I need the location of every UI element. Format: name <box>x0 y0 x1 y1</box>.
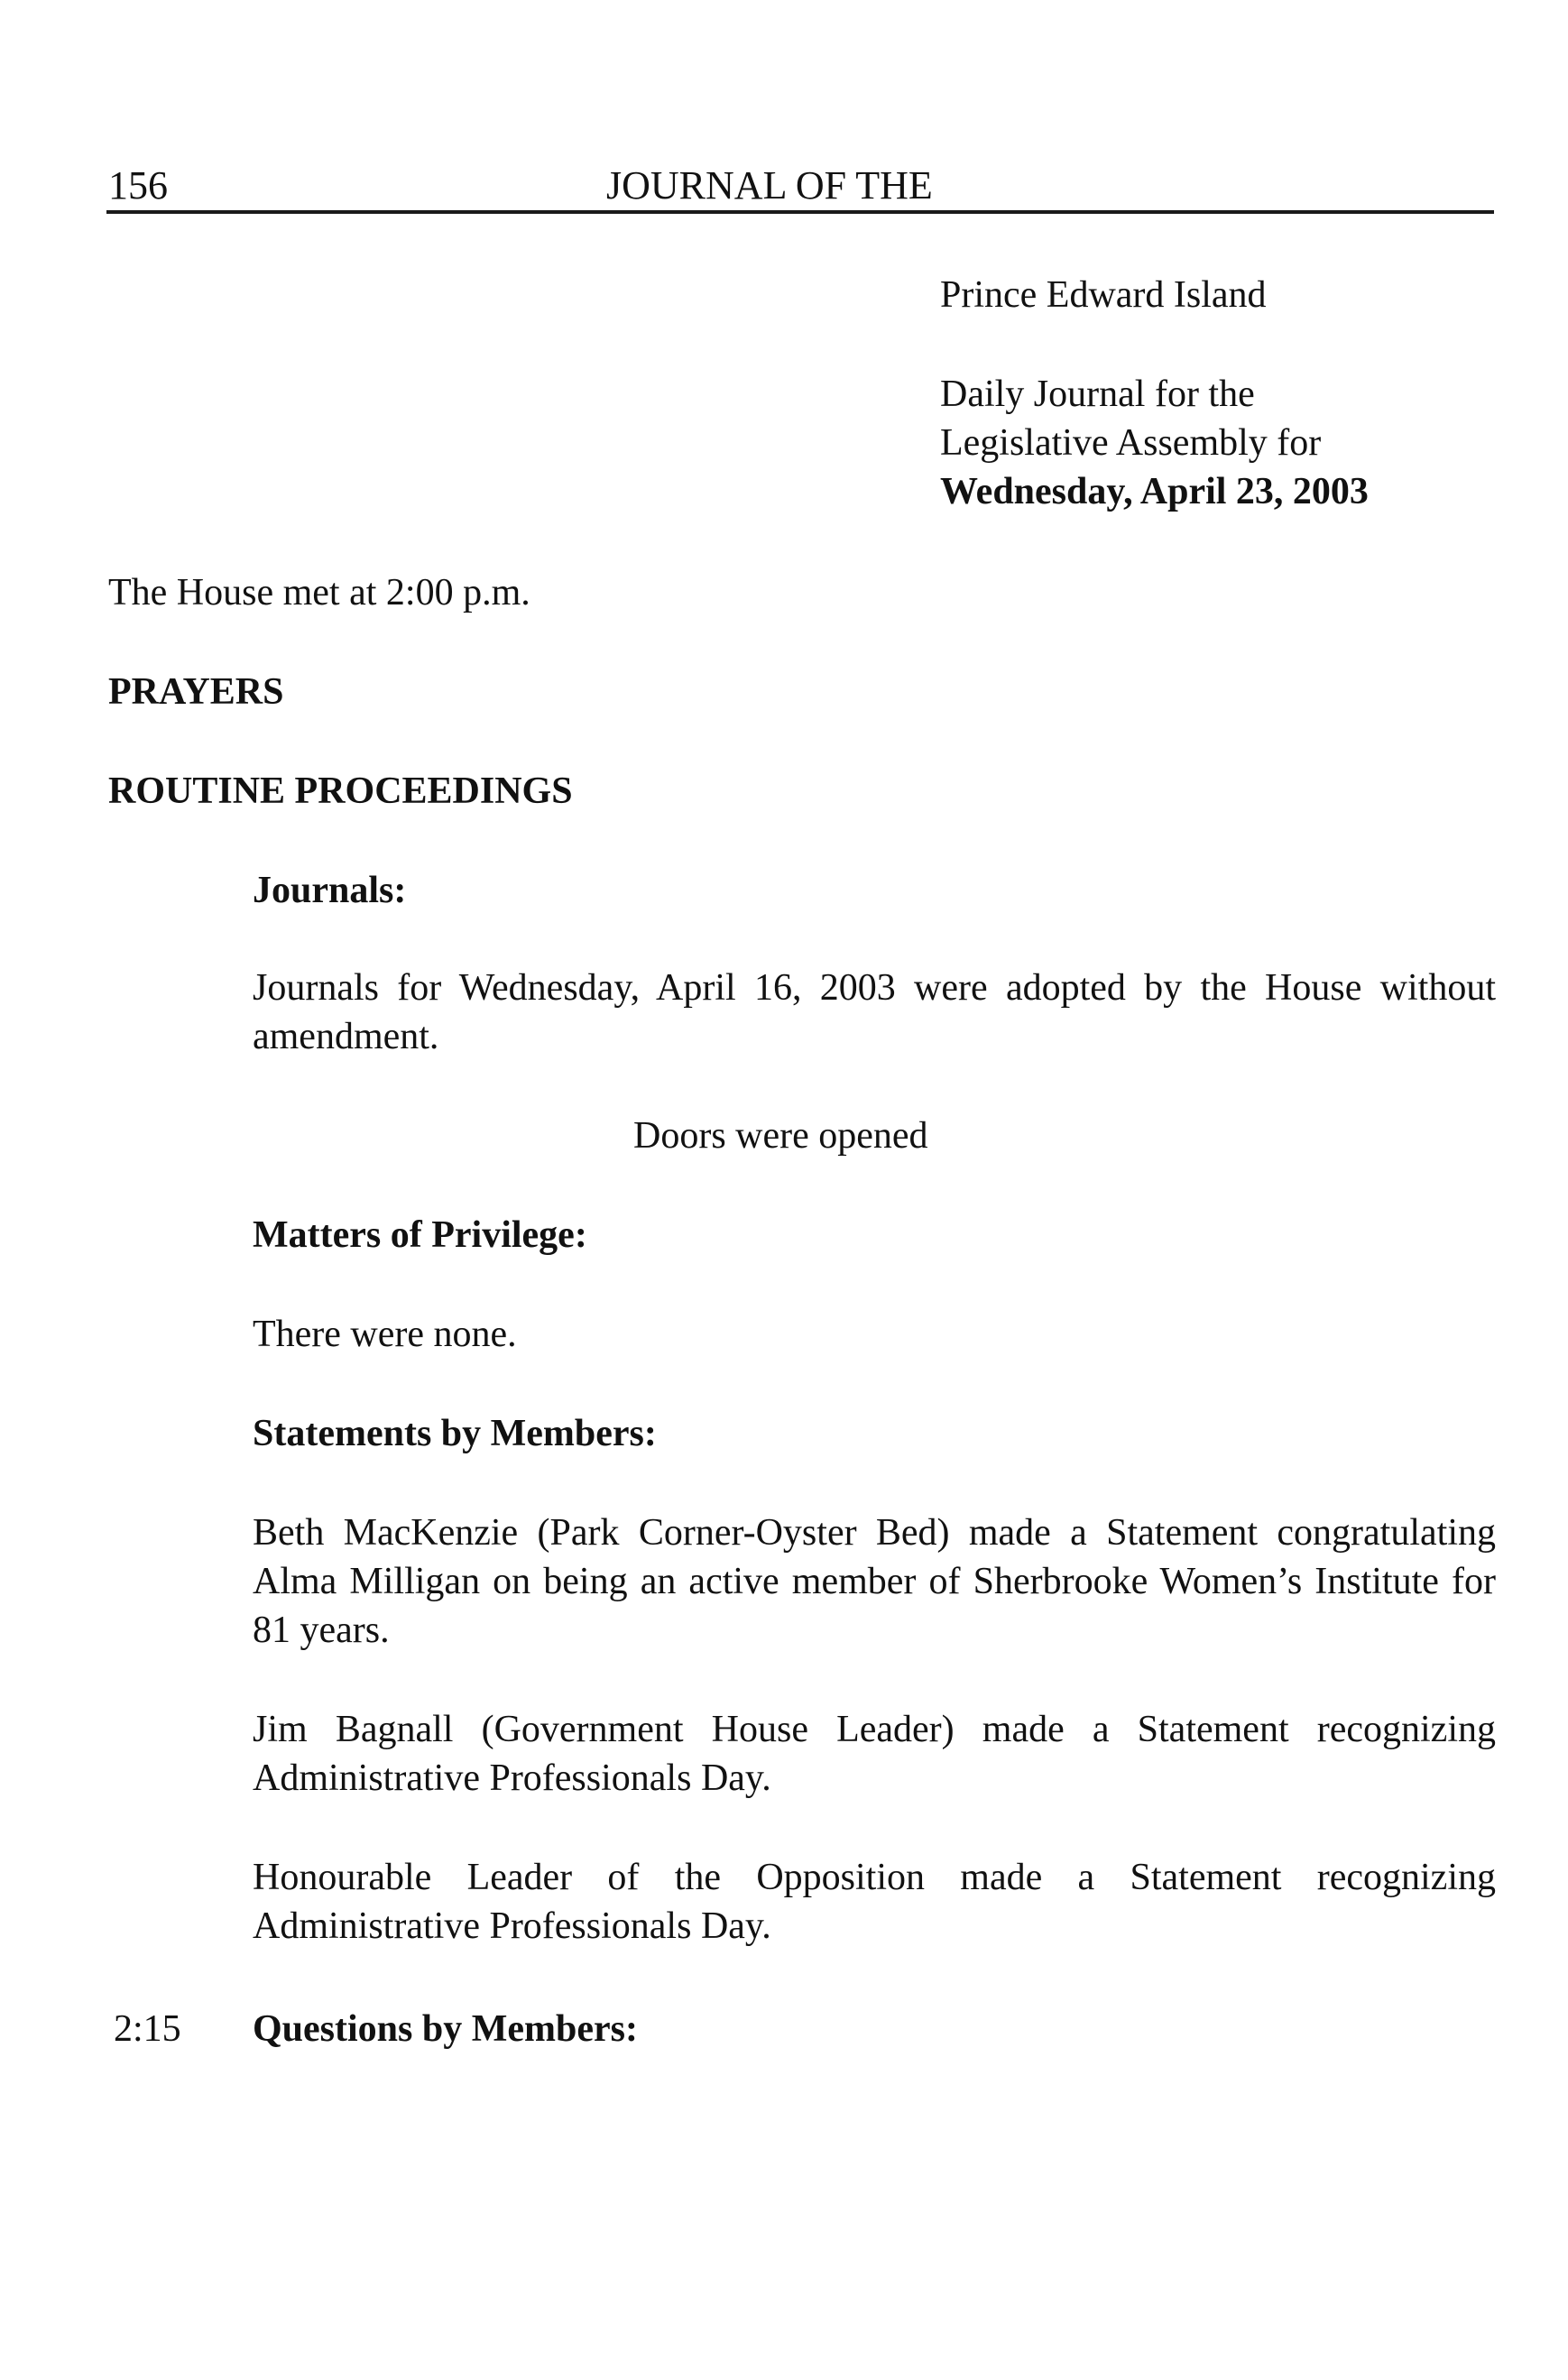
routine-proceedings-heading: ROUTINE PROCEEDINGS <box>108 770 573 812</box>
statement-paragraph: Jim Bagnall (Government House Leader) made a Statement recognizing Administrative Professionals Day. <box>253 1709 1496 1799</box>
journals-paragraph: Journals for Wednesday, April 16, 2003 were adopted by the House without amendment. <box>253 967 1496 1057</box>
statement-paragraph: Honourable Leader of the Opposition made a Statement recognizing Administrative Professionals Day. <box>253 1857 1496 1947</box>
province-name: Prince Edward Island <box>940 274 1267 316</box>
house-met-statement: The House met at 2:00 p.m. <box>108 572 530 613</box>
page-number: 156 <box>108 163 168 208</box>
privilege-text: There were none. <box>253 1314 517 1355</box>
journals-heading: Journals: <box>253 870 407 911</box>
header-rule <box>106 210 1494 214</box>
prayers-heading: PRAYERS <box>108 671 284 713</box>
privilege-heading: Matters of Privilege: <box>253 1214 587 1256</box>
questions-time-marker: 2:15 <box>114 2008 181 2050</box>
journal-title-line1: Daily Journal for the <box>940 374 1255 415</box>
journal-date: Wednesday, April 23, 2003 <box>940 471 1369 512</box>
doors-opened-notice: Doors were opened <box>633 1115 928 1157</box>
questions-heading: Questions by Members: <box>253 2008 638 2050</box>
journal-title-line2: Legislative Assembly for <box>940 422 1322 464</box>
statement-paragraph: Beth MacKenzie (Park Corner-Oyster Bed) made a Statement congratulating Alma Milligan on being an active member of Sherbrooke Women’s Institute for 81 years. <box>253 1512 1496 1651</box>
running-title: JOURNAL OF THE <box>606 163 933 208</box>
statements-heading: Statements by Members: <box>253 1413 657 1454</box>
